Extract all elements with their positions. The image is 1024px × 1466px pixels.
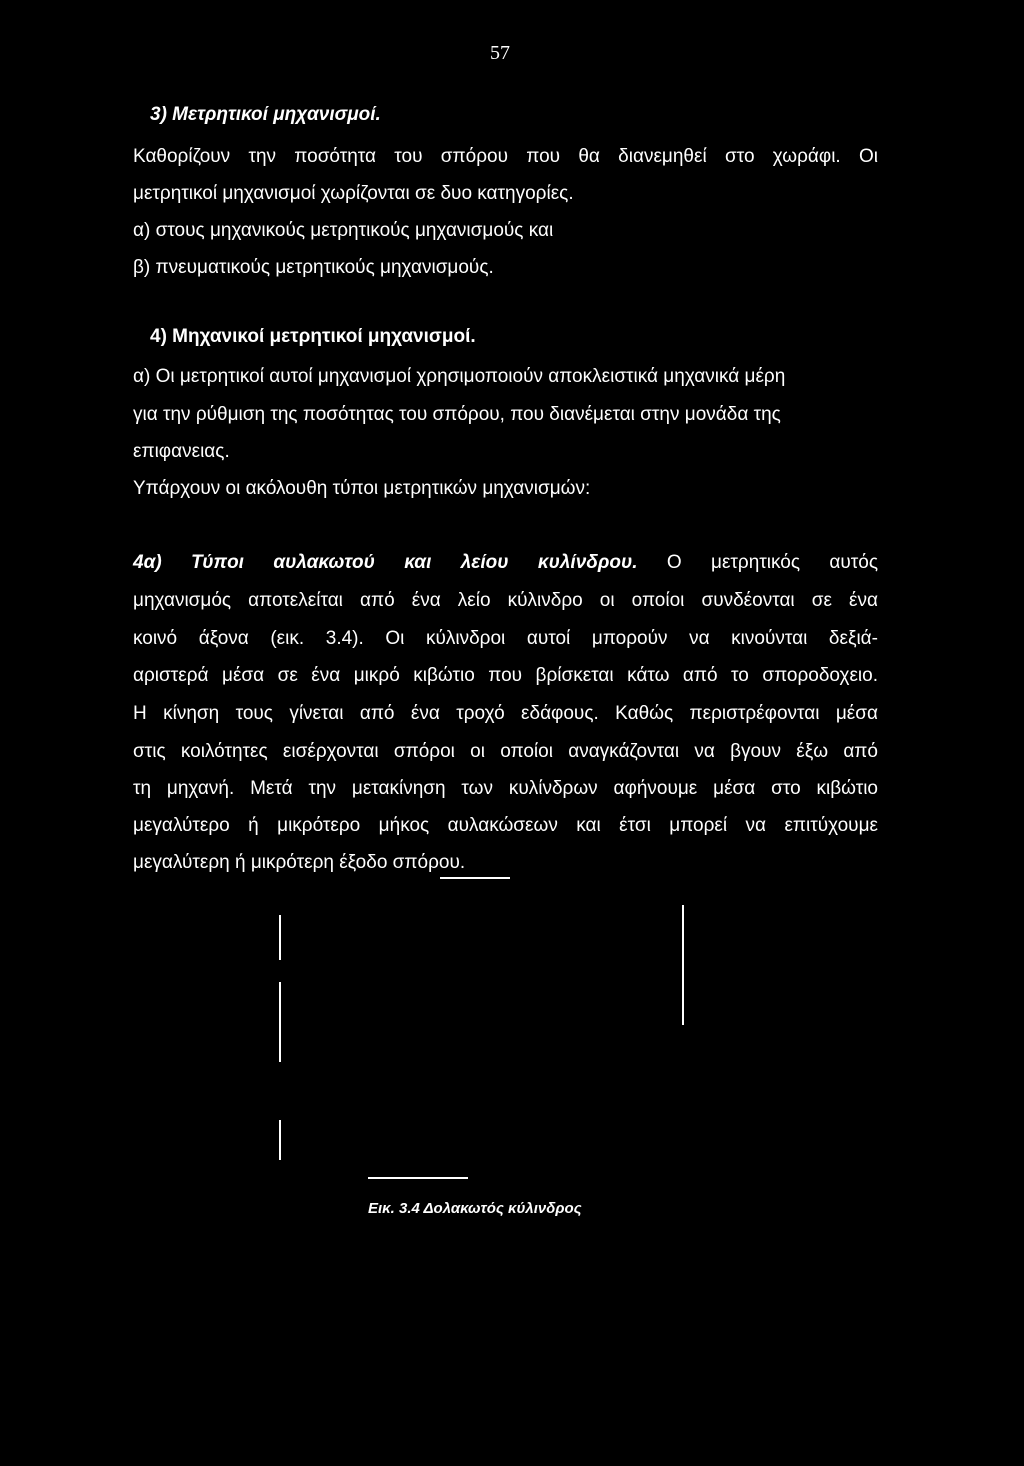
figure-caption: Εικ. 3.4 Δολακωτός κύλινδρος	[368, 1200, 582, 1217]
section3-line-3: α) στους μηχανικούς μετρητικούς μηχανισμούς και	[133, 220, 554, 241]
section4-heading: 4) Μηχανικοί μετρητικοί μηχανισμοί.	[150, 326, 476, 347]
section4a-line-3: αριστερά μέσα σε ένα μικρό κιβώτιο που βρίσκεται κάτω από το σποροδοχειο.	[133, 665, 878, 686]
section4a-title: 4α) Τύποι αυλακωτού και λείου κυλίνδρου.	[133, 552, 638, 573]
section4-line-2: για την ρύθμιση της ποσότητας του σπόρου, που διανέμεται στην μονάδα της	[133, 404, 781, 425]
section4-line-1: α) Οι μετρητικοί αυτοί μηχανισμοί χρησιμοποιούν αποκλειστικά μηχανικά μέρη	[133, 366, 786, 387]
section4-line-3: επιφανειας.	[133, 441, 230, 462]
section4a-line-7: μεγαλύτερο ή μικρότερο μήκος αυλακώσεων και έτσι μπορεί να επιτύχουμε	[133, 815, 878, 836]
section4a-title-row	[133, 552, 878, 574]
section4a-line-2: κοινό άξονα (εικ. 3.4). Οι κύλινδροι αυτοί μπορούν να κινούνται δεξιά-	[133, 628, 878, 649]
section4a-line-6: τη μηχανή. Μετά την μετακίνηση των κυλίνδρων αφήνουμε μέσα στο κιβώτιο	[133, 778, 878, 799]
section3-heading: 3) Μετρητικοί μηχανισμοί.	[150, 104, 381, 125]
section4a-line-4: Η κίνηση τους γίνεται από ένα τροχό εδάφους. Καθώς περιστρέφονται μέσα	[133, 703, 878, 724]
section4-line-4: Υπάρχουν οι ακόλουθη τύποι μετρητικών μηχανισμών:	[133, 478, 591, 499]
section4a-title-rest: Ο μετρητικός αυτός	[666, 552, 878, 573]
section3-line-4: β) πνευματικούς μετρητικούς μηχανισμούς.	[133, 257, 494, 278]
section3-line-1: Καθορίζουν την ποσότητα του σπόρου που θα διανεμηθεί στο χωράφι. Οι	[133, 146, 878, 167]
section4a-line-1: μηχανισμός αποτελείται από ένα λείο κύλινδρο οι οποίοι συνδέονται σε ένα	[133, 590, 878, 611]
section4a-line-8: μεγαλύτερη ή μικρότερη έξοδο σπόρου.	[133, 852, 466, 873]
section4a-line-5: στις κοιλότητες εισέρχονται σπόροι οι οποίοι αναγκάζονται να βγουν έξω από	[133, 741, 878, 762]
section3-line-2: μετρητικοί μηχανισμοί χωρίζονται σε δυο κατηγορίες.	[133, 183, 574, 204]
page-number: 57	[490, 42, 510, 64]
